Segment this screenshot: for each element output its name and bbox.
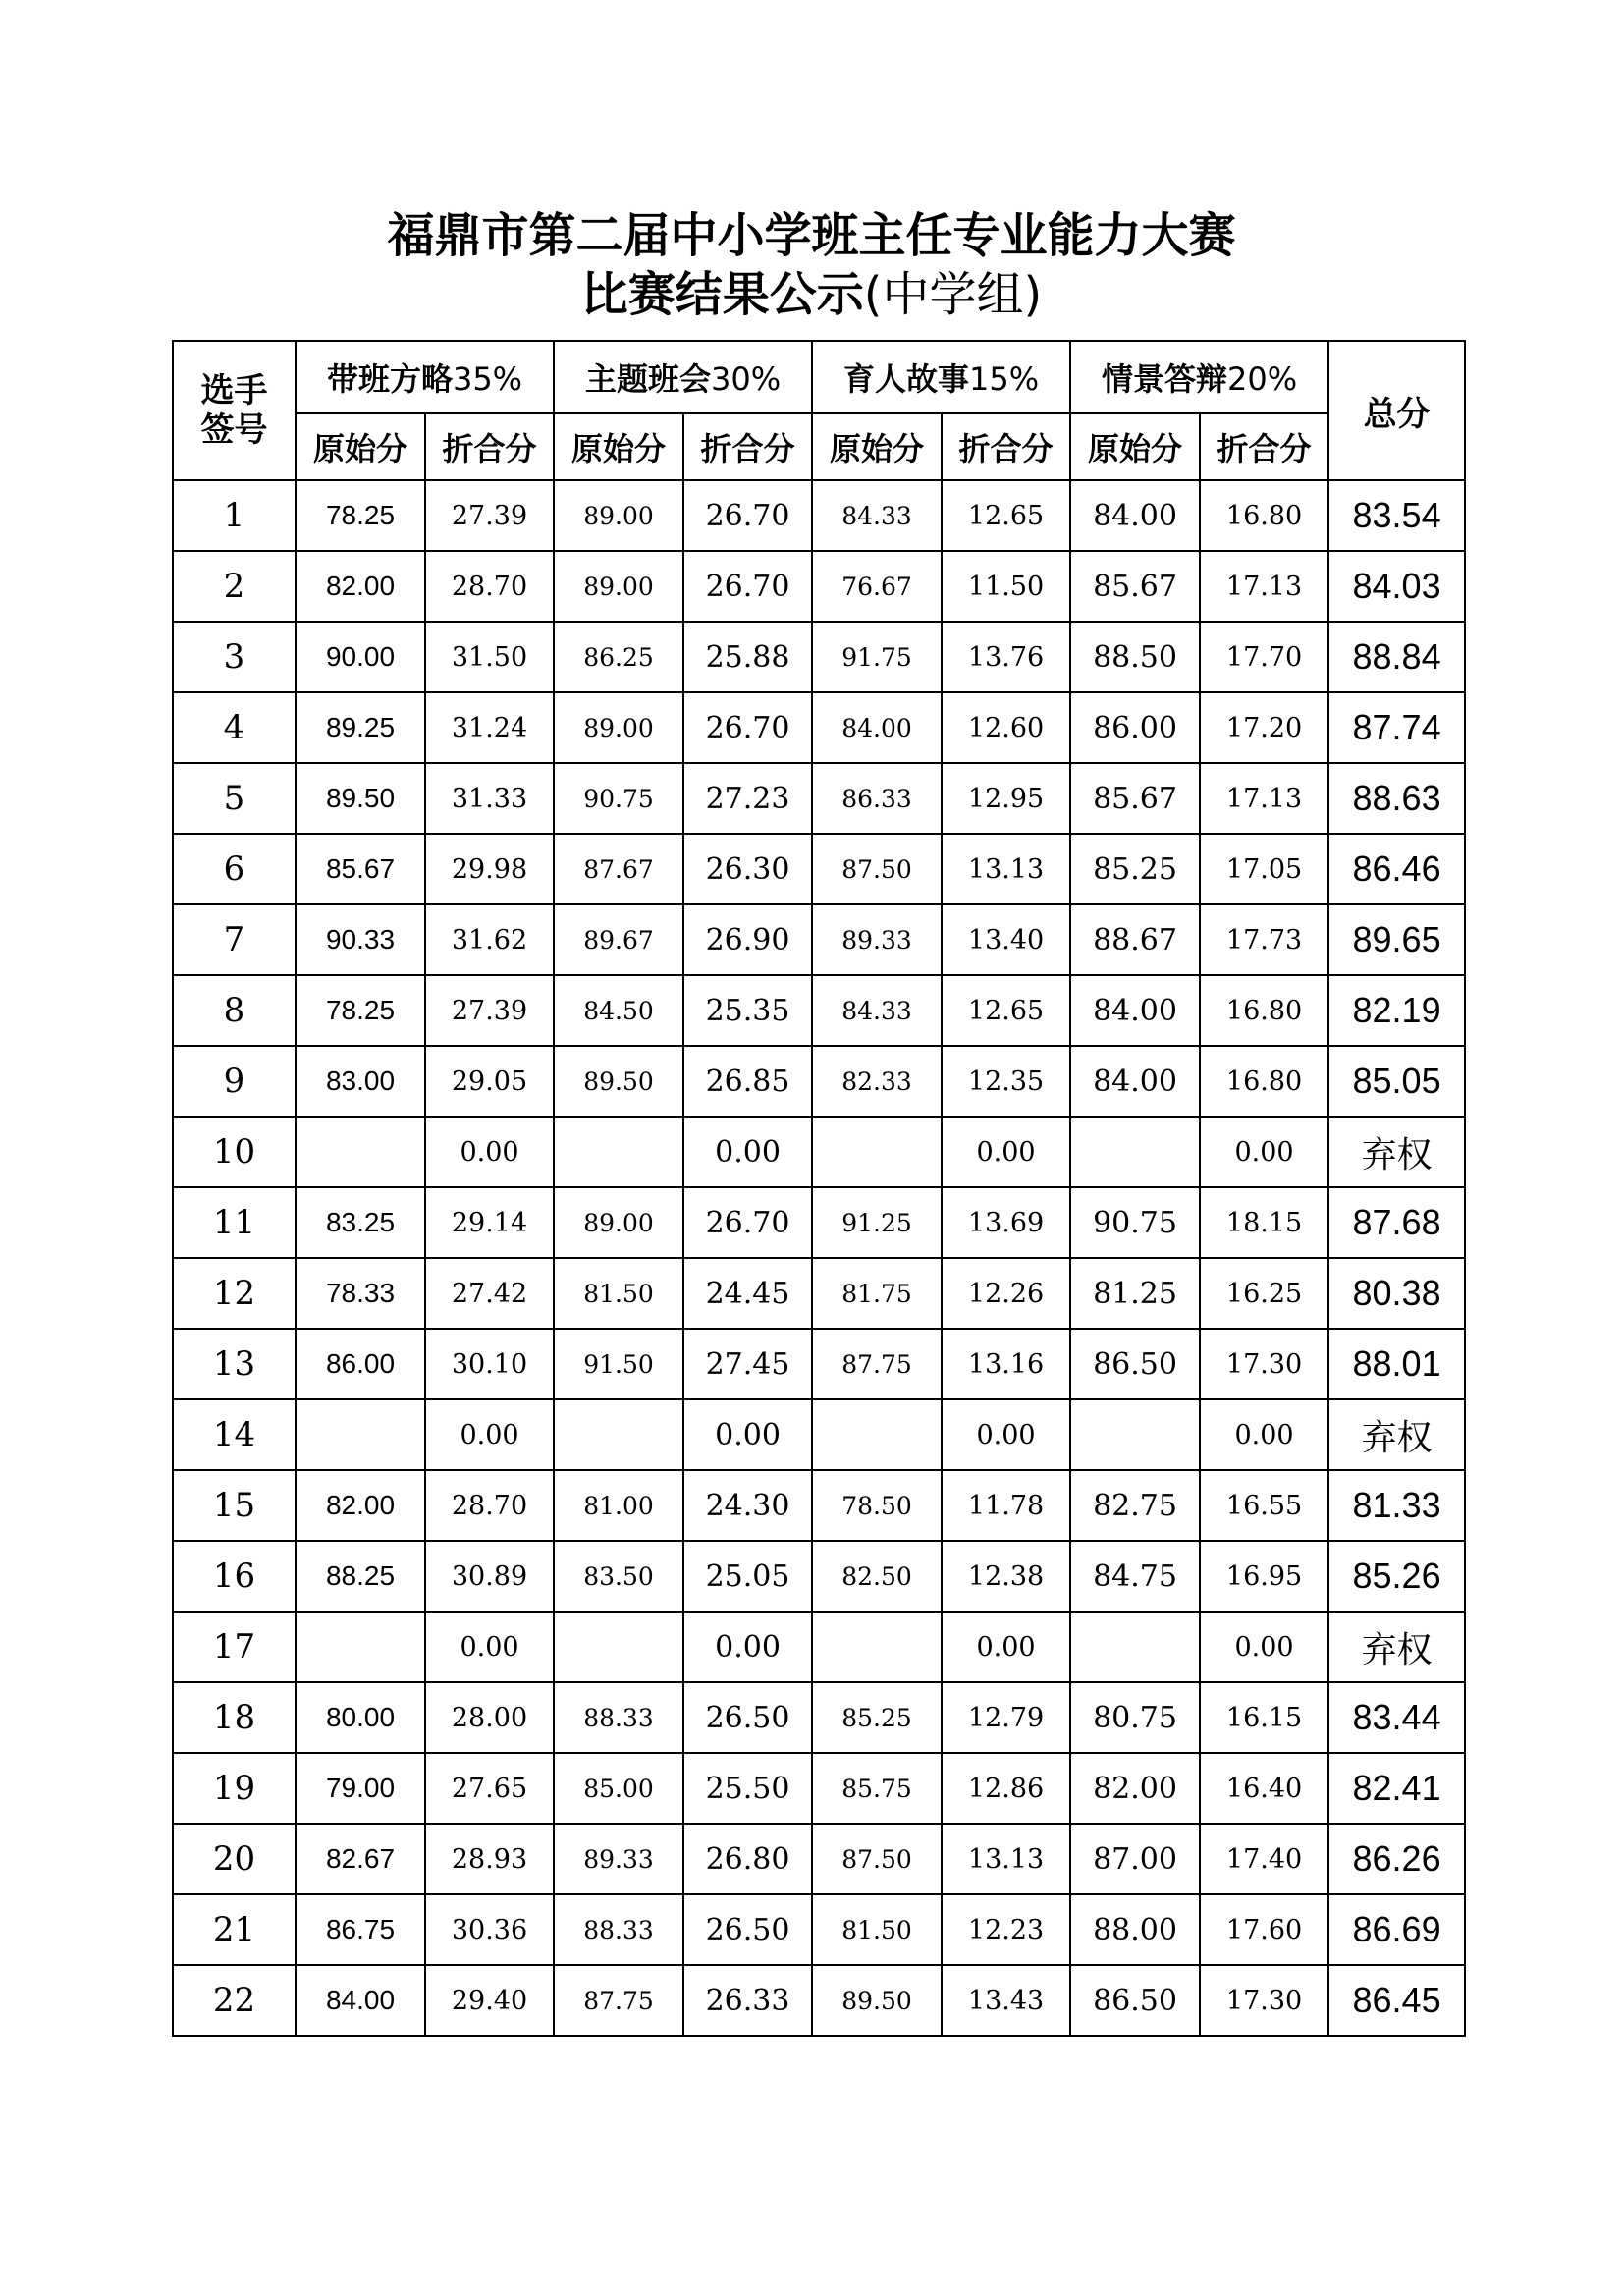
table-row — [173, 975, 1465, 1046]
cell-defense-raw: 84.75 — [1070, 1541, 1200, 1612]
cell-strategy-conv: 0.00 — [425, 1117, 554, 1187]
cell-story-conv: 12.38 — [942, 1541, 1070, 1612]
cell-meeting-conv: 26.33 — [683, 1965, 812, 2036]
cell-strategy-raw: 86.75 — [296, 1894, 425, 1965]
cell-selector-no: 19 — [173, 1753, 296, 1824]
cell-meeting-conv: 26.90 — [683, 904, 812, 975]
cell-strategy-conv: 30.36 — [425, 1894, 554, 1965]
cell-story-raw: 84.33 — [812, 480, 942, 551]
cell-meeting-raw — [554, 1399, 683, 1470]
cell-defense-conv: 16.40 — [1200, 1753, 1328, 1824]
cell-story-raw: 87.50 — [812, 834, 942, 904]
cell-meeting-raw: 89.00 — [554, 692, 683, 763]
cell-story-raw — [812, 1612, 942, 1682]
header-conv: 折合分 — [942, 413, 1070, 480]
cell-defense-conv: 17.30 — [1200, 1329, 1328, 1399]
document-title — [0, 206, 1623, 324]
cell-meeting-raw: 81.00 — [554, 1470, 683, 1541]
table-row — [173, 1824, 1465, 1894]
cell-meeting-conv: 24.45 — [683, 1258, 812, 1329]
cell-story-raw: 85.75 — [812, 1753, 942, 1824]
cell-story-conv: 13.40 — [942, 904, 1070, 975]
cell-defense-conv: 17.73 — [1200, 904, 1328, 975]
cell-strategy-raw: 82.00 — [296, 551, 425, 622]
cell-story-raw: 82.50 — [812, 1541, 942, 1612]
cell-defense-conv: 0.00 — [1200, 1117, 1328, 1187]
cell-defense-conv: 0.00 — [1200, 1399, 1328, 1470]
table-row — [173, 692, 1465, 763]
cell-story-conv: 12.95 — [942, 763, 1070, 834]
title-line-2 — [0, 265, 1623, 324]
cell-story-conv: 13.16 — [942, 1329, 1070, 1399]
cell-story-conv: 13.13 — [942, 1824, 1070, 1894]
cell-selector-no: 15 — [173, 1470, 296, 1541]
header-group-4: 情景答辩20% — [1070, 341, 1328, 413]
cell-story-conv: 0.00 — [942, 1399, 1070, 1470]
cell-meeting-raw: 89.00 — [554, 551, 683, 622]
cell-defense-raw: 90.75 — [1070, 1187, 1200, 1258]
cell-selector-no: 9 — [173, 1046, 296, 1117]
table-row — [173, 1894, 1465, 1965]
cell-defense-conv: 17.20 — [1200, 692, 1328, 763]
cell-selector-no: 22 — [173, 1965, 296, 2036]
cell-defense-raw: 87.00 — [1070, 1824, 1200, 1894]
cell-defense-raw — [1070, 1612, 1200, 1682]
cell-meeting-raw — [554, 1117, 683, 1187]
cell-defense-conv: 17.05 — [1200, 834, 1328, 904]
table-row — [173, 622, 1465, 692]
cell-meeting-conv: 27.23 — [683, 763, 812, 834]
cell-defense-raw: 86.50 — [1070, 1965, 1200, 2036]
cell-strategy-raw: 80.00 — [296, 1682, 425, 1753]
cell-story-conv: 11.50 — [942, 551, 1070, 622]
header-group-1: 带班方略35% — [296, 341, 554, 413]
cell-defense-conv: 17.60 — [1200, 1894, 1328, 1965]
header-conv: 折合分 — [425, 413, 554, 480]
cell-selector-no: 21 — [173, 1894, 296, 1965]
header-group-2: 主题班会30% — [554, 341, 812, 413]
cell-story-conv: 12.23 — [942, 1894, 1070, 1965]
cell-selector-no: 13 — [173, 1329, 296, 1399]
table-row — [173, 1612, 1465, 1682]
cell-story-conv: 12.26 — [942, 1258, 1070, 1329]
cell-defense-conv: 17.13 — [1200, 551, 1328, 622]
cell-total: 88.01 — [1328, 1329, 1465, 1399]
cell-meeting-conv: 26.70 — [683, 692, 812, 763]
cell-meeting-raw: 88.33 — [554, 1894, 683, 1965]
cell-meeting-conv: 25.35 — [683, 975, 812, 1046]
table-row — [173, 1753, 1465, 1824]
header-raw: 原始分 — [812, 413, 942, 480]
cell-defense-raw: 84.00 — [1070, 975, 1200, 1046]
cell-defense-conv: 17.13 — [1200, 763, 1328, 834]
cell-story-conv: 13.69 — [942, 1187, 1070, 1258]
cell-defense-raw: 82.00 — [1070, 1753, 1200, 1824]
table-row — [173, 1329, 1465, 1399]
cell-defense-conv: 16.80 — [1200, 1046, 1328, 1117]
cell-defense-raw: 88.00 — [1070, 1894, 1200, 1965]
cell-total: 88.63 — [1328, 763, 1465, 834]
table-row — [173, 551, 1465, 622]
cell-strategy-conv: 27.39 — [425, 480, 554, 551]
table-row — [173, 763, 1465, 834]
cell-total: 86.69 — [1328, 1894, 1465, 1965]
cell-meeting-raw: 88.33 — [554, 1682, 683, 1753]
cell-total: 88.84 — [1328, 622, 1465, 692]
cell-story-raw: 84.33 — [812, 975, 942, 1046]
cell-story-raw: 87.50 — [812, 1824, 942, 1894]
cell-strategy-conv: 31.50 — [425, 622, 554, 692]
cell-defense-conv: 17.30 — [1200, 1965, 1328, 2036]
table-row — [173, 1258, 1465, 1329]
cell-meeting-raw: 84.50 — [554, 975, 683, 1046]
cell-story-raw: 81.50 — [812, 1894, 942, 1965]
cell-strategy-conv: 28.70 — [425, 551, 554, 622]
cell-meeting-conv: 24.30 — [683, 1470, 812, 1541]
cell-defense-conv: 16.55 — [1200, 1470, 1328, 1541]
cell-meeting-conv: 0.00 — [683, 1612, 812, 1682]
cell-strategy-raw: 86.00 — [296, 1329, 425, 1399]
cell-selector-no: 4 — [173, 692, 296, 763]
cell-story-raw: 84.00 — [812, 692, 942, 763]
cell-strategy-raw: 84.00 — [296, 1965, 425, 2036]
table-row — [173, 904, 1465, 975]
cell-story-conv: 12.60 — [942, 692, 1070, 763]
cell-meeting-raw: 85.00 — [554, 1753, 683, 1824]
cell-story-conv: 13.13 — [942, 834, 1070, 904]
cell-total: 89.65 — [1328, 904, 1465, 975]
cell-total: 85.05 — [1328, 1046, 1465, 1117]
cell-selector-no: 11 — [173, 1187, 296, 1258]
cell-strategy-conv: 27.65 — [425, 1753, 554, 1824]
title-line-1: 福鼎市第二届中小学班主任专业能力大赛 — [387, 208, 1236, 263]
cell-meeting-raw: 90.75 — [554, 763, 683, 834]
cell-total: 82.19 — [1328, 975, 1465, 1046]
cell-story-raw: 91.75 — [812, 622, 942, 692]
cell-story-raw: 87.75 — [812, 1329, 942, 1399]
cell-defense-conv: 16.95 — [1200, 1541, 1328, 1612]
cell-selector-no: 18 — [173, 1682, 296, 1753]
cell-strategy-raw: 78.25 — [296, 975, 425, 1046]
cell-total: 86.46 — [1328, 834, 1465, 904]
cell-meeting-raw: 86.25 — [554, 622, 683, 692]
cell-total: 86.45 — [1328, 1965, 1465, 2036]
cell-selector-no: 6 — [173, 834, 296, 904]
cell-meeting-raw: 81.50 — [554, 1258, 683, 1329]
cell-defense-raw — [1070, 1117, 1200, 1187]
results-table — [172, 340, 1466, 2037]
cell-meeting-raw — [554, 1612, 683, 1682]
cell-story-conv: 12.35 — [942, 1046, 1070, 1117]
cell-meeting-raw: 89.50 — [554, 1046, 683, 1117]
cell-strategy-conv: 28.00 — [425, 1682, 554, 1753]
cell-selector-no: 12 — [173, 1258, 296, 1329]
header-raw: 原始分 — [296, 413, 425, 480]
cell-story-conv: 12.65 — [942, 480, 1070, 551]
cell-defense-conv: 0.00 — [1200, 1612, 1328, 1682]
cell-selector-no: 1 — [173, 480, 296, 551]
cell-total: 弃权 — [1328, 1117, 1465, 1187]
table-row — [173, 1965, 1465, 2036]
cell-selector-no: 3 — [173, 622, 296, 692]
cell-meeting-raw: 87.75 — [554, 1965, 683, 2036]
cell-strategy-raw: 83.25 — [296, 1187, 425, 1258]
title-main: 比赛结果公示 — [580, 267, 864, 322]
cell-defense-raw: 81.25 — [1070, 1258, 1200, 1329]
cell-meeting-raw: 89.00 — [554, 480, 683, 551]
cell-strategy-raw: 83.00 — [296, 1046, 425, 1117]
cell-strategy-raw: 88.25 — [296, 1541, 425, 1612]
cell-defense-conv: 17.70 — [1200, 622, 1328, 692]
title-group: (中学组) — [863, 267, 1043, 322]
cell-strategy-conv: 0.00 — [425, 1612, 554, 1682]
cell-total: 82.41 — [1328, 1753, 1465, 1824]
header-row-sub — [173, 413, 1465, 480]
cell-strategy-raw: 82.00 — [296, 1470, 425, 1541]
cell-selector-no: 5 — [173, 763, 296, 834]
cell-defense-raw: 88.50 — [1070, 622, 1200, 692]
table-row — [173, 1470, 1465, 1541]
cell-defense-raw: 88.67 — [1070, 904, 1200, 975]
cell-meeting-conv: 0.00 — [683, 1117, 812, 1187]
cell-meeting-conv: 25.50 — [683, 1753, 812, 1824]
cell-selector-no: 2 — [173, 551, 296, 622]
cell-story-conv: 0.00 — [942, 1117, 1070, 1187]
cell-strategy-raw: 82.67 — [296, 1824, 425, 1894]
cell-story-conv: 11.78 — [942, 1470, 1070, 1541]
cell-story-raw — [812, 1399, 942, 1470]
cell-story-raw: 78.50 — [812, 1470, 942, 1541]
cell-story-conv: 13.43 — [942, 1965, 1070, 2036]
cell-strategy-conv: 27.42 — [425, 1258, 554, 1329]
cell-total: 弃权 — [1328, 1399, 1465, 1470]
cell-strategy-conv: 30.89 — [425, 1541, 554, 1612]
table-row — [173, 480, 1465, 551]
cell-story-conv: 0.00 — [942, 1612, 1070, 1682]
cell-meeting-raw: 83.50 — [554, 1541, 683, 1612]
cell-meeting-conv: 27.45 — [683, 1329, 812, 1399]
header-conv: 折合分 — [1200, 413, 1328, 480]
cell-meeting-conv: 26.50 — [683, 1894, 812, 1965]
cell-meeting-conv: 26.70 — [683, 551, 812, 622]
cell-story-raw: 76.67 — [812, 551, 942, 622]
cell-defense-raw: 85.67 — [1070, 551, 1200, 622]
cell-defense-raw: 82.75 — [1070, 1470, 1200, 1541]
cell-total: 84.03 — [1328, 551, 1465, 622]
cell-story-raw: 89.50 — [812, 1965, 942, 2036]
header-raw: 原始分 — [1070, 413, 1200, 480]
cell-total: 81.33 — [1328, 1470, 1465, 1541]
cell-story-raw: 91.25 — [812, 1187, 942, 1258]
header-selector: 选手签号 — [173, 341, 296, 480]
cell-defense-raw — [1070, 1399, 1200, 1470]
cell-selector-no: 20 — [173, 1824, 296, 1894]
cell-story-conv: 12.86 — [942, 1753, 1070, 1824]
cell-strategy-conv: 29.40 — [425, 1965, 554, 2036]
cell-total: 85.26 — [1328, 1541, 1465, 1612]
cell-story-raw: 82.33 — [812, 1046, 942, 1117]
cell-selector-no: 8 — [173, 975, 296, 1046]
cell-meeting-conv: 25.88 — [683, 622, 812, 692]
cell-strategy-conv: 30.10 — [425, 1329, 554, 1399]
cell-total: 80.38 — [1328, 1258, 1465, 1329]
cell-defense-raw: 85.67 — [1070, 763, 1200, 834]
cell-strategy-raw — [296, 1399, 425, 1470]
cell-selector-no: 17 — [173, 1612, 296, 1682]
cell-strategy-raw: 90.33 — [296, 904, 425, 975]
cell-meeting-raw: 89.67 — [554, 904, 683, 975]
cell-strategy-raw — [296, 1612, 425, 1682]
cell-meeting-conv: 0.00 — [683, 1399, 812, 1470]
cell-defense-raw: 84.00 — [1070, 480, 1200, 551]
cell-strategy-conv: 31.33 — [425, 763, 554, 834]
cell-meeting-conv: 26.50 — [683, 1682, 812, 1753]
cell-defense-raw: 86.00 — [1070, 692, 1200, 763]
cell-strategy-conv: 31.62 — [425, 904, 554, 975]
cell-total: 87.74 — [1328, 692, 1465, 763]
cell-defense-conv: 16.80 — [1200, 480, 1328, 551]
cell-story-conv: 13.76 — [942, 622, 1070, 692]
cell-meeting-conv: 26.80 — [683, 1824, 812, 1894]
table-row — [173, 1046, 1465, 1117]
cell-strategy-raw — [296, 1117, 425, 1187]
cell-defense-conv: 18.15 — [1200, 1187, 1328, 1258]
header-raw: 原始分 — [554, 413, 683, 480]
cell-strategy-raw: 89.25 — [296, 692, 425, 763]
cell-total: 弃权 — [1328, 1612, 1465, 1682]
cell-meeting-conv: 26.70 — [683, 480, 812, 551]
cell-total: 86.26 — [1328, 1824, 1465, 1894]
cell-meeting-conv: 25.05 — [683, 1541, 812, 1612]
header-row-groups — [173, 341, 1465, 413]
cell-total: 83.44 — [1328, 1682, 1465, 1753]
cell-strategy-conv: 29.98 — [425, 834, 554, 904]
cell-story-raw — [812, 1117, 942, 1187]
cell-defense-raw: 85.25 — [1070, 834, 1200, 904]
cell-story-raw: 81.75 — [812, 1258, 942, 1329]
cell-meeting-raw: 89.33 — [554, 1824, 683, 1894]
cell-total: 87.68 — [1328, 1187, 1465, 1258]
cell-meeting-raw: 91.50 — [554, 1329, 683, 1399]
table-row — [173, 1187, 1465, 1258]
header-total: 总分 — [1328, 341, 1465, 480]
cell-defense-conv: 17.40 — [1200, 1824, 1328, 1894]
cell-meeting-conv: 26.30 — [683, 834, 812, 904]
cell-defense-raw: 86.50 — [1070, 1329, 1200, 1399]
cell-selector-no: 7 — [173, 904, 296, 975]
cell-strategy-conv: 31.24 — [425, 692, 554, 763]
cell-defense-conv: 16.15 — [1200, 1682, 1328, 1753]
cell-selector-no: 10 — [173, 1117, 296, 1187]
cell-strategy-raw: 78.33 — [296, 1258, 425, 1329]
cell-meeting-raw: 87.67 — [554, 834, 683, 904]
cell-story-raw: 86.33 — [812, 763, 942, 834]
cell-meeting-conv: 26.70 — [683, 1187, 812, 1258]
cell-defense-raw: 80.75 — [1070, 1682, 1200, 1753]
cell-selector-no: 14 — [173, 1399, 296, 1470]
cell-strategy-raw: 78.25 — [296, 480, 425, 551]
cell-strategy-conv: 28.93 — [425, 1824, 554, 1894]
cell-defense-conv: 16.25 — [1200, 1258, 1328, 1329]
cell-strategy-raw: 89.50 — [296, 763, 425, 834]
table-row — [173, 1682, 1465, 1753]
table-body — [173, 480, 1465, 2036]
header-group-3: 育人故事15% — [812, 341, 1070, 413]
cell-strategy-conv: 27.39 — [425, 975, 554, 1046]
cell-strategy-raw: 90.00 — [296, 622, 425, 692]
cell-total: 83.54 — [1328, 480, 1465, 551]
cell-meeting-conv: 26.85 — [683, 1046, 812, 1117]
cell-strategy-conv: 29.05 — [425, 1046, 554, 1117]
cell-story-raw: 85.25 — [812, 1682, 942, 1753]
cell-story-conv: 12.65 — [942, 975, 1070, 1046]
table-row — [173, 1117, 1465, 1187]
cell-strategy-conv: 28.70 — [425, 1470, 554, 1541]
cell-story-raw: 89.33 — [812, 904, 942, 975]
cell-strategy-raw: 79.00 — [296, 1753, 425, 1824]
cell-defense-raw: 84.00 — [1070, 1046, 1200, 1117]
cell-strategy-conv: 29.14 — [425, 1187, 554, 1258]
header-conv: 折合分 — [683, 413, 812, 480]
cell-strategy-raw: 85.67 — [296, 834, 425, 904]
table-row — [173, 1541, 1465, 1612]
table-row — [173, 834, 1465, 904]
cell-story-conv: 12.79 — [942, 1682, 1070, 1753]
cell-selector-no: 16 — [173, 1541, 296, 1612]
table-row — [173, 1399, 1465, 1470]
cell-strategy-conv: 0.00 — [425, 1399, 554, 1470]
cell-defense-conv: 16.80 — [1200, 975, 1328, 1046]
cell-meeting-raw: 89.00 — [554, 1187, 683, 1258]
